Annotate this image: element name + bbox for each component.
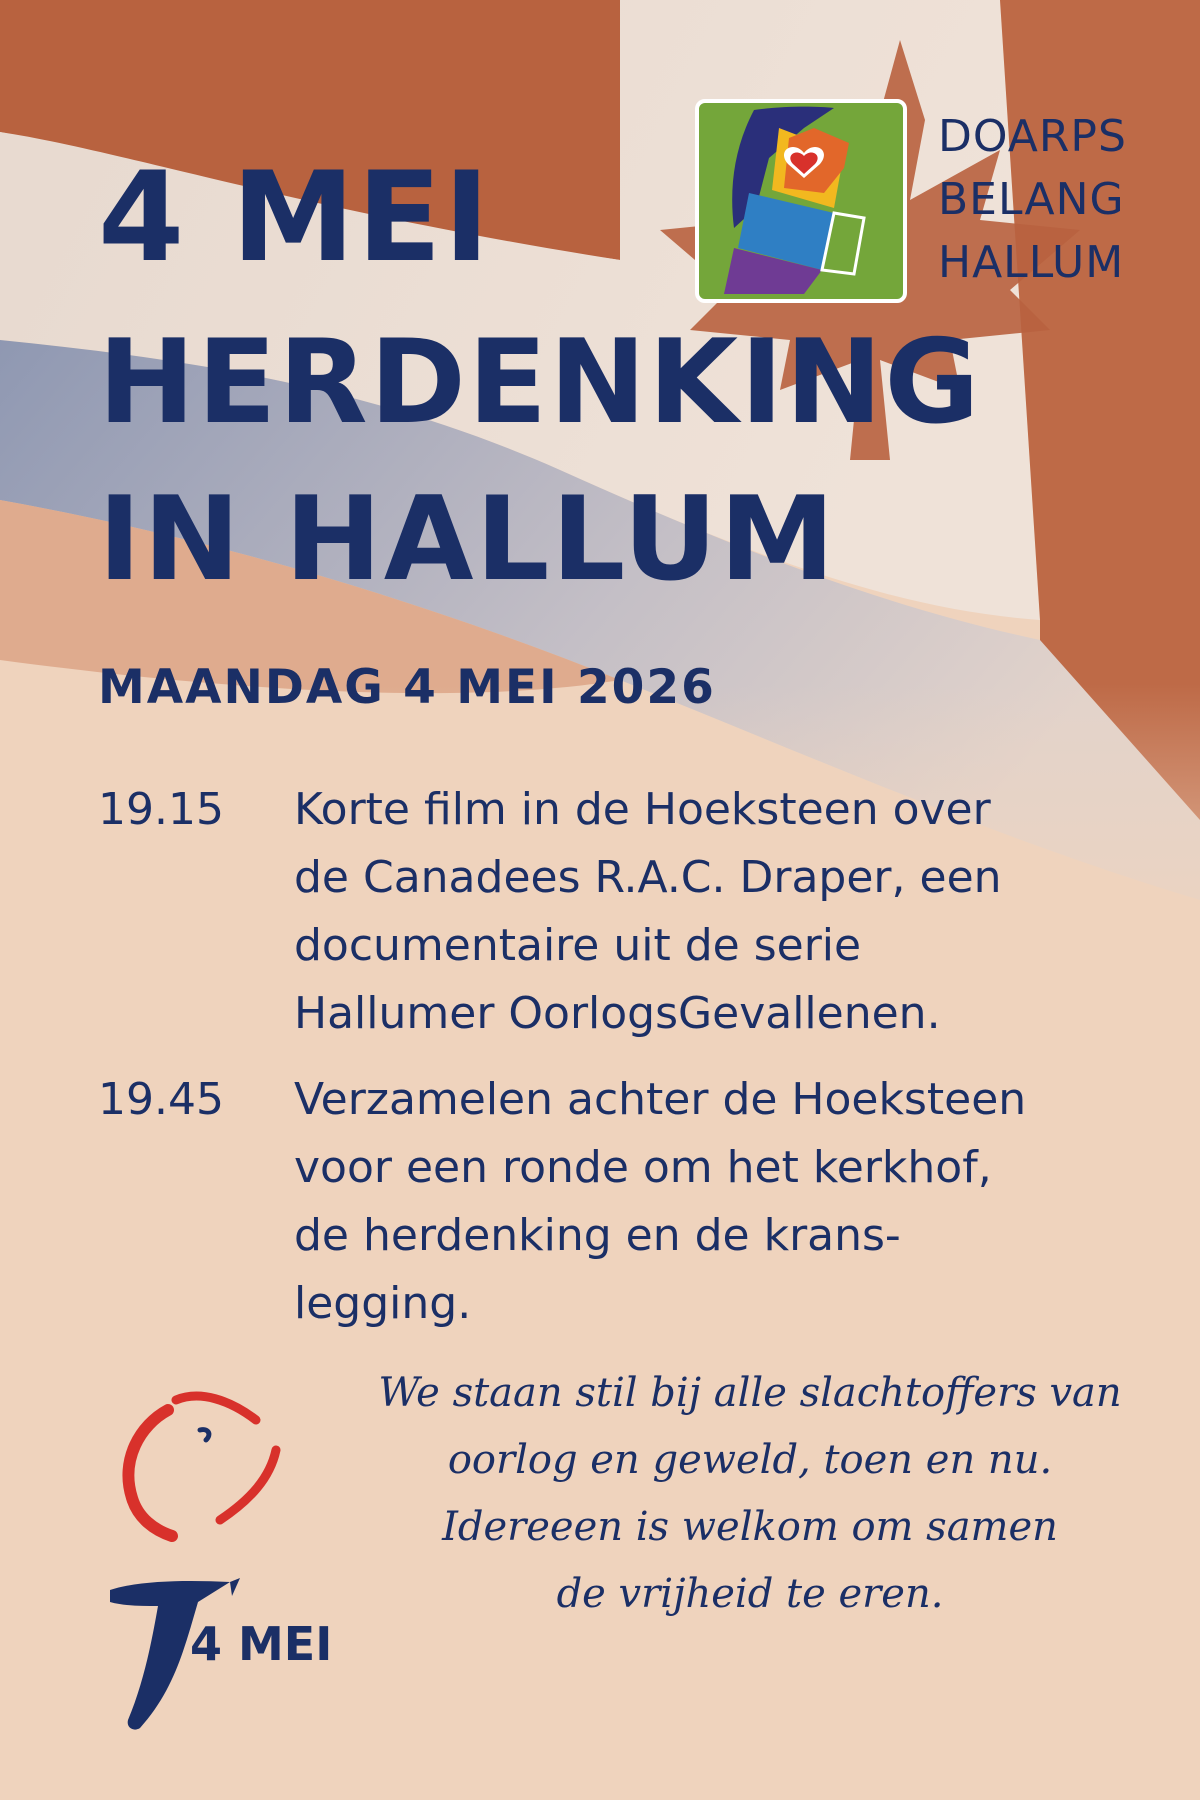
quote-line: oorlog en geweld, toen en nu. [447, 1437, 1053, 1483]
organization-name-line-1: DOARPS [938, 111, 1127, 162]
program-description-line: Hallumer OorlogsGevallenen. [294, 988, 941, 1039]
program-description-line: de Canadees R.A.C. Draper, een [294, 852, 1002, 903]
organization-name-line-3: HALLUM [938, 237, 1125, 288]
organization-name-line-2: BELANG [938, 174, 1125, 225]
title-line-3: IN HALLUM [98, 472, 837, 607]
village-house-heart-logo-icon [694, 98, 908, 304]
event-date: MAANDAG 4 MEI 2026 [98, 660, 716, 715]
program-description-line: legging. [294, 1278, 472, 1329]
quote-line: Idereeen is welkom om samen [442, 1504, 1058, 1550]
program-description-line: documentaire uit de serie [294, 920, 862, 971]
program-description [294, 776, 1174, 1048]
quote-text [320, 1360, 1180, 1628]
program-description [294, 1066, 1174, 1338]
quote-line: de vrijheid te eren. [556, 1571, 944, 1617]
quote-line: We staan stil bij alle slachtoffers van [378, 1370, 1122, 1416]
program-description-line: Verzamelen achter de Hoeksteen [294, 1074, 1027, 1125]
program-time: 19.45 [98, 1074, 224, 1125]
program-description-line: de herdenking en de krans- [294, 1210, 901, 1261]
torch-flame-icon [80, 1370, 320, 1740]
title-line-1: 4 MEI [98, 146, 492, 290]
program-description-line: voor een ronde om het kerkhof, [294, 1142, 992, 1193]
program-description-line: Korte film in de Hoeksteen over [294, 784, 991, 835]
torch-logo-label: 4 MEI [190, 1617, 333, 1671]
program-time: 19.15 [98, 784, 224, 835]
title-line-2: HERDENKING [98, 315, 982, 450]
